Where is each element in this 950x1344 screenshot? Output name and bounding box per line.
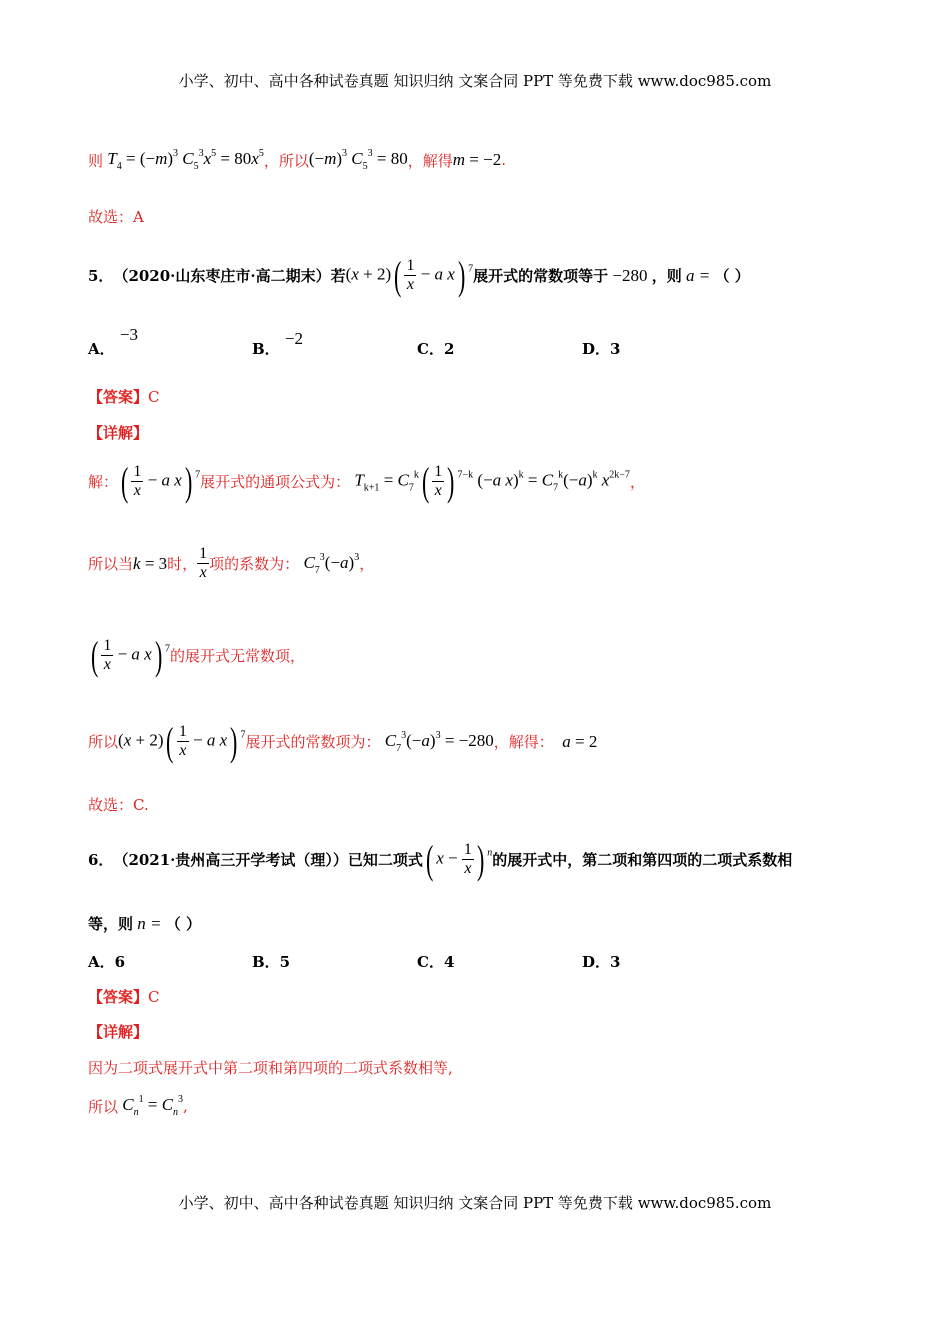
q5-option-c[interactable]: C．2 <box>417 340 455 358</box>
prev-text: 则 <box>88 151 104 170</box>
math-q6-eq: $C_n^1 = C_n^3$ <box>122 1094 184 1118</box>
q6-option-b[interactable]: B．5 <box>252 953 291 971</box>
math-k3: k = 3 <box>133 553 168 573</box>
math-t4: $T_4 = (-m)^3$ $C_5^3x^5 = 80x^5$ <box>107 148 264 172</box>
q6-source: （2021·贵州高三开学考试（理））已知二项式 <box>113 851 423 869</box>
prev-choice: 故选：A <box>88 208 144 226</box>
q6-sol-line2: 所以 $C_n^1 = C_n^3$ , <box>88 1094 188 1118</box>
math-q6-n: n = <box>133 913 166 933</box>
q6-stem-line1 <box>88 836 792 883</box>
math-coef: $C_7^3(-a)^3$ <box>303 551 360 576</box>
math-sol1-base: ( $\frac{1}{x}$ − a x) $^7$ <box>121 459 201 504</box>
prev-text: . <box>501 151 506 169</box>
q5-text: 展开式的常数项等于 <box>473 267 609 285</box>
q5-stem <box>88 252 750 299</box>
q5-sol-line4: 所以 (x + 2)( $\frac{1}{x}$ − a x) $^7$ 展开式的常数项为： $C_7^3(-a)^3 = -280$ ，解得： a = 2 <box>88 719 598 764</box>
q6-stem-line2: 等，则 n = （ ） <box>88 913 201 933</box>
math-m: m = −2 <box>452 150 502 169</box>
page-header: 小学、初中、高中各种试卷真题 知识归纳 文案合同 PPT 等免费下载 www.doc985.com <box>178 72 772 90</box>
q5-option-d[interactable]: D．3 <box>582 340 621 358</box>
math-a2: a = 2 <box>562 731 598 751</box>
page-footer: 小学、初中、高中各种试卷真题 知识归纳 文案合同 PPT 等免费下载 www.doc985.com <box>178 1194 772 1212</box>
prev-text: ，解得 <box>407 151 453 170</box>
q5-option-b[interactable]: B． −2 <box>252 329 304 358</box>
q5-sol-line1: 解： ( $\frac{1}{x}$ − a x) $^7$ 展开式的通项公式为： $T_{k+1} = C_7^k$( $\frac{1}{x}$ ) $^{7-k}$ (−a $x)^k = C_7^k(-a)^k$ $x^{2k-7}$ ， <box>88 459 645 504</box>
q5-sol-line3: ( $\frac{1}{x}$ − a x) $^7$ 的展开式无常数项， <box>88 632 305 679</box>
q5-choice: 故选：C. <box>88 796 149 814</box>
math-q5-value: −280 <box>608 265 652 285</box>
math-q5-expr: (x + 2)( $\frac{1}{x}$ − a x) $^7$ <box>345 253 474 298</box>
prev-text: ，所以 <box>263 151 309 170</box>
math-sol1-general: $T_{k+1} = C_7^k$( $\frac{1}{x}$ ) $^{7-k}$ (−a $x)^k = C_7^k(-a)^k$ $x^{2k-7}$ <box>354 459 630 504</box>
q6-detail-tag: 【详解】 <box>88 1023 149 1041</box>
q6-text: 的展开式中，第二项和第四项的二项式系数相 <box>492 851 793 869</box>
math-eq80: $(-m)^3$ $C_5^3 = 80$ <box>308 148 408 172</box>
q6-option-a[interactable]: A．6 <box>88 953 126 971</box>
math-sol4-expr: (x + 2)( $\frac{1}{x}$ − a x) $^7$ <box>118 719 246 764</box>
math-sol3-base: ( $\frac{1}{x}$ − a x) $^7$ <box>90 633 171 678</box>
prev-solution-line <box>88 148 506 172</box>
q5-detail-tag: 【详解】 <box>88 424 149 442</box>
q5-paren: （ ） <box>714 267 750 285</box>
q6-answer: 【答案】C <box>88 988 160 1006</box>
q5-number: 5． <box>88 267 114 285</box>
math-sol4-eq: $C_7^3(-a)^3 = -280$ <box>384 729 494 754</box>
q5-source: （2020·山东枣庄市·高二期末）若 <box>113 267 346 285</box>
math-1-over-x: $\frac{1}{x}$ <box>199 545 208 581</box>
q5-text: ，则 <box>651 267 682 285</box>
q6-number: 6． <box>88 851 114 869</box>
q5-answer: 【答案】C <box>88 388 160 406</box>
math-q5-a: a = <box>681 265 715 285</box>
math-q6-expr: ( x − $\frac{1}{x}$ ) $^n$ <box>425 837 493 882</box>
q6-option-d[interactable]: D．3 <box>582 953 621 971</box>
q5-sol-line2: 所以当 k = 3 时， $\frac{1}{x}$ 项的系数为： $C_7^3(-a)^3$ ， <box>88 545 375 581</box>
q6-sol-line1: 因为二项式展开式中第二项和第四项的二项式系数相等, <box>88 1059 453 1077</box>
q5-option-a[interactable]: A． −3 <box>88 325 138 358</box>
q6-option-c[interactable]: C．4 <box>417 953 455 971</box>
